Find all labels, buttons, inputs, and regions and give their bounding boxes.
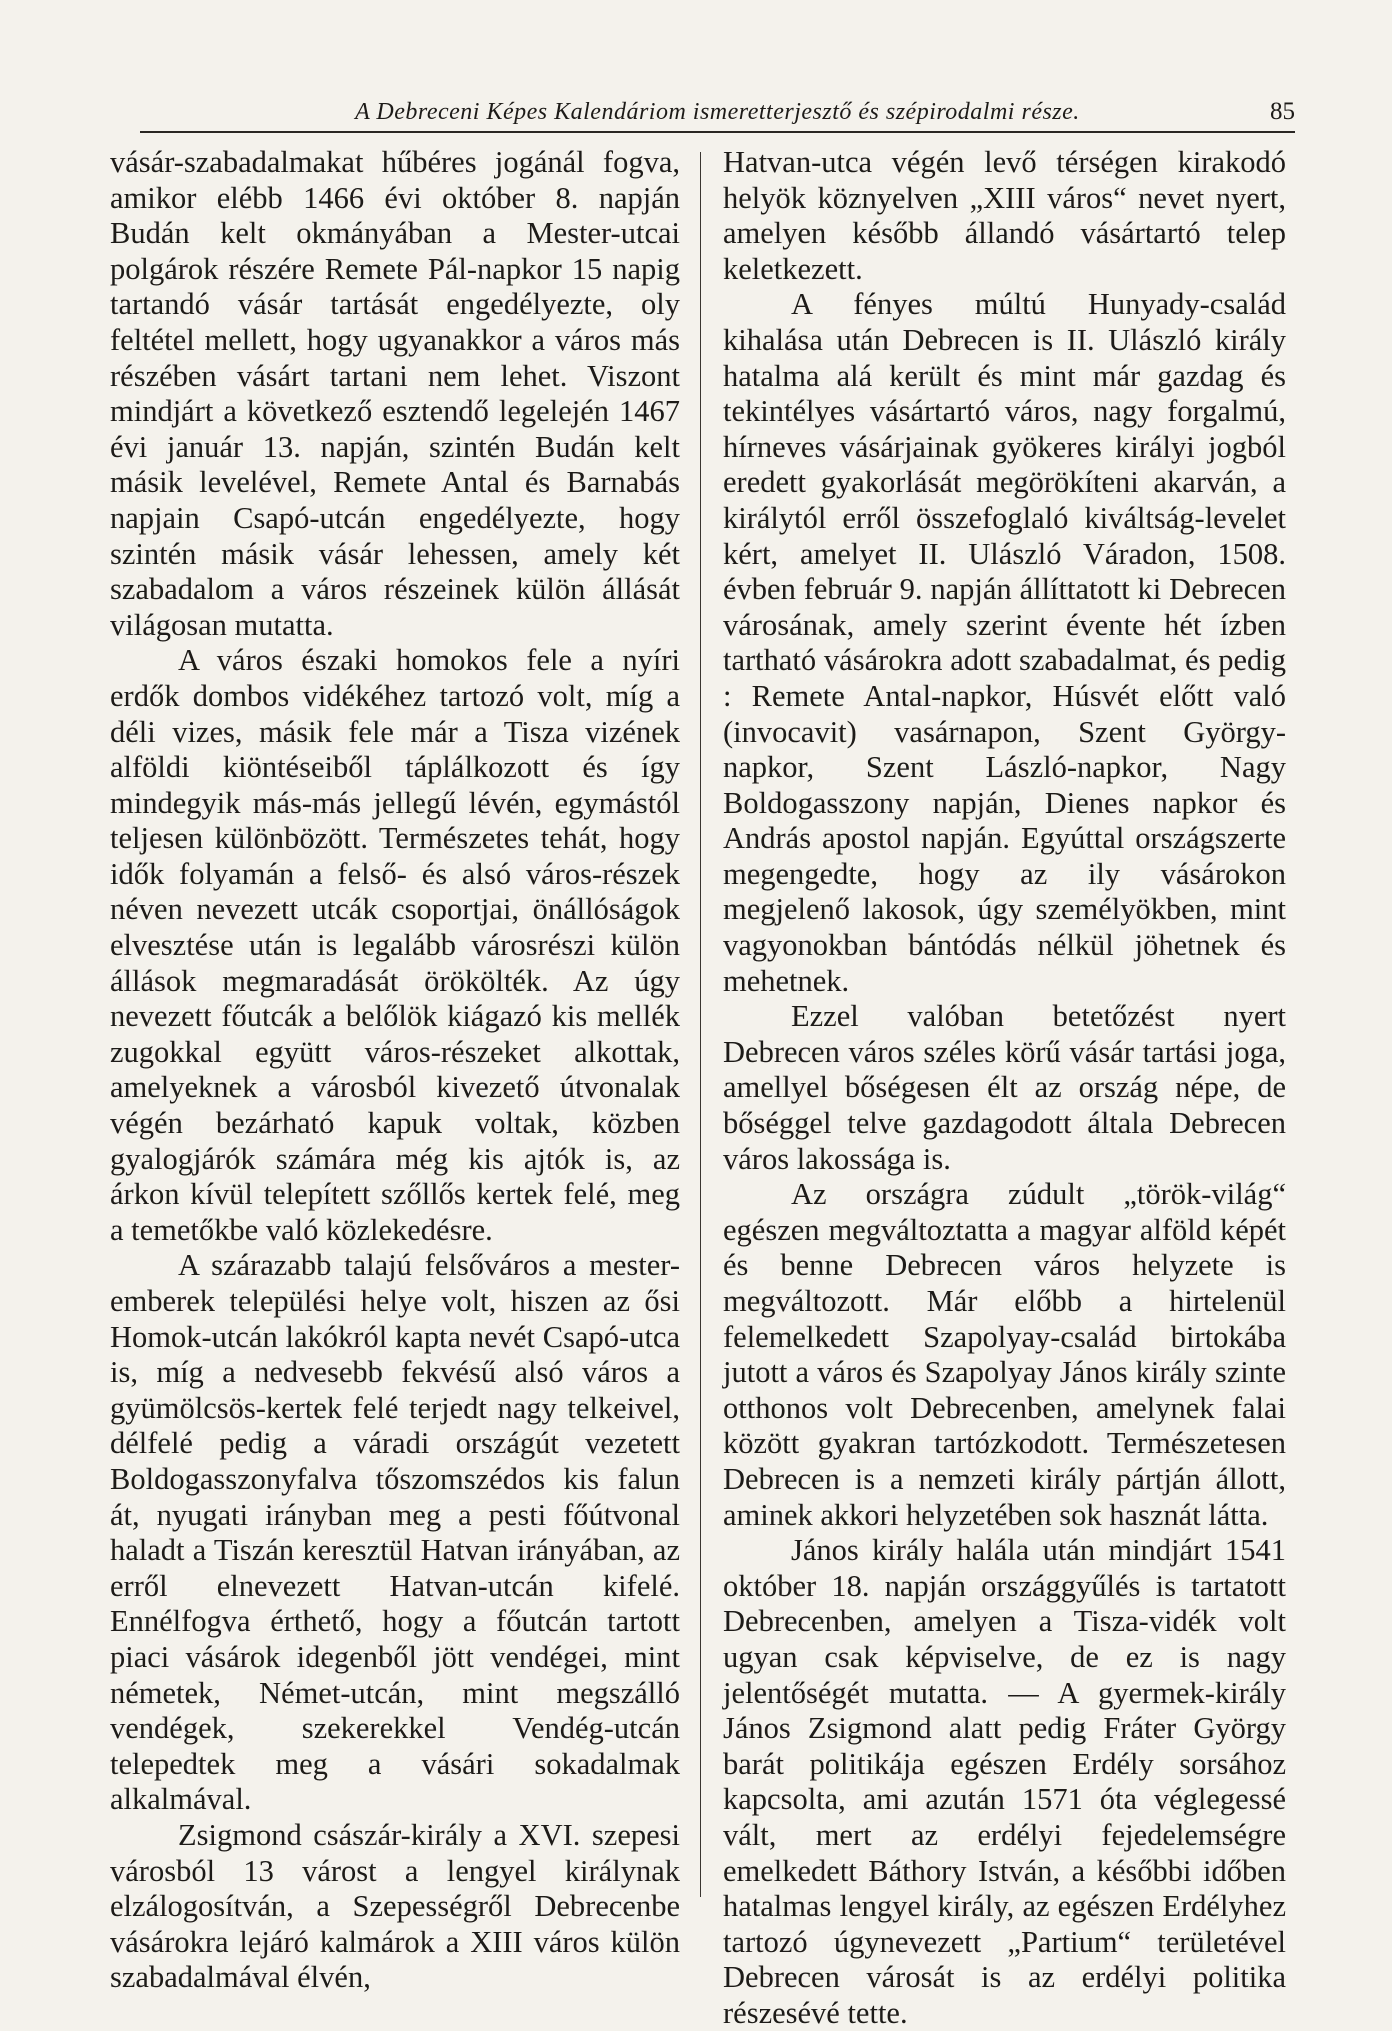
paragraph: Ezzel valóban betetőzést nyert Debrecen város széles körű vásár tartási joga, amellyel bőségesen élt az ország népe, de bőséggel telve gazdagodott általa Debrecen város lakossága is. <box>723 999 1286 1176</box>
column-divider <box>700 152 701 1897</box>
paragraph: Hatvan-utca végén levő térségen kirakodó helyök köznyelven „XIII város“ nevet nyert, amelyen később állandó vásártartó telep keletkezett. <box>723 145 1286 286</box>
header-rule <box>140 131 1295 133</box>
paragraph: A fényes múltú Hunyady-család kihalása után Debrecen is II. Ulászló király hatalma alá került és mint már gazdag és tekintélyes vásártartó város, nagy forgalmú, hírneves vásárjainak gyökeres királyi jogból eredett gyakorlását megörökíteni akarván, a királytól erről összefoglaló kiváltság-levelet kért, amelyet II. Ulászló Váradon, 1508. évben február 9. napján állíttatott ki Debrecen városának, amely szerint évente hét ízben tartható vásárokra adott szabadalmat, és pedig : Remete Antal-napkor, Húsvét előtt való (invocavit) vasárnapon, Szent György-napkor, Szent László-napkor, Nagy Boldogasszony napján, Dienes napkor és András apostol napján. Egyúttal országszerte megengedte, hogy az ily vásárokon megjelenő lakosok, úgy személyökben, mint vagyonokban bántódás nélkül jöhetnek és mehetnek. <box>723 287 1286 998</box>
paragraph: Zsigmond császár-király a XVI. szepesi városból 13 várost a lengyel királynak elzálogosítván, a Szepességről Debrecenbe vásárokra lejáró kalmárok a XIII város külön szabadalmával élvén, <box>110 1817 680 1995</box>
left-column <box>110 145 680 1996</box>
paragraph: János király halála után mindjárt 1541 október 18. napján országgyűlés is tartatott Debrecenben, amelyen a Tisza-vidék volt ugyan csak képviselve, de ez is nagy jelentőségét mutatta. — A gyermek-király János Zsigmond alatt pedig Fráter György barát politikája egészen Erdély sorsához kapcsolta, ami azután 1571 óta véglegessé vált, mert az erdélyi fejedelemségre emelkedett Báthory István, a későbbi időben hatalmas lengyel király, az egészen Erdélyhez tartozó úgynevezett „Partium“ területével Debrecen városát is az erdélyi politika részesévé tette. <box>723 1533 1286 2030</box>
paragraph: A szárazabb talajú felsőváros a mester-emberek települési helye volt, hiszen az ősi Homok-utcán lakókról kapta nevét Csapó-utca is, míg a nedvesebb fekvésű alsó város a gyümölcsös-kertek felé terjedt nagy telkeivel, délfelé pedig a váradi országút vezetett Boldogasszonyfalva tőszomszédos kis falun át, nyugati irányban meg a pesti főútvonal haladt a Tiszán keresztül Hatvan irányában, az erről elnevezett Hatvan-utcán kifelé. Ennélfogva érthető, hogy a főutcán tartott piaci vásárok idegenből jött vendégei, mint németek, Német-utcán, mint megszálló vendégek, szekerekkel Vendég-utcán telepedtek meg a vásári sokadalmak alkalmával. <box>110 1248 680 1817</box>
paragraph: Az országra zúdult „török-világ“ egészen megváltoztatta a magyar alföld képét és benne Debrecen város helyzete is megváltozott. Már előbb a hirtelenül felemelkedett Szapolyay-család birtokába jutott a város és Szapolyay János király szinte otthonos volt Debrecenben, amelynek falai között gyakran tartózkodott. Természetesen Debrecen is a nemzeti király pártján állott, aminek akkori helyzetében sok hasznát látta. <box>723 1177 1286 1532</box>
page-number: 85 <box>1270 98 1295 125</box>
running-head: A Debreceni Képes Kalendáriom ismeretterjesztő és szépirodalmi része. <box>355 99 1080 125</box>
right-column <box>723 145 1286 2031</box>
paragraph: vásár-szabadalmakat hűbéres jogánál fogva, amikor elébb 1466 évi október 8. napján Budán kelt okmányában a Mester-utcai polgárok részére Remete Pál-napkor 15 napig tartandó vásár tartását engedélyezte, oly feltétel mellett, hogy ugyanakkor a város más részében vásárt tartani nem lehet. Viszont mindjárt a következő esztendő legelején 1467 évi január 13. napján, szintén Budán kelt másik levelével, Remete Antal és Barnabás napjain Csapó-utcán engedélyezte, hogy szintén másik vásár lehessen, amely két szabadalom a város részeinek külön állását világosan mutatta. <box>110 145 680 642</box>
paragraph: A város északi homokos fele a nyíri erdők dombos vidékéhez tartozó volt, míg a déli vizes, másik fele már a Tisza vizének alföldi kiöntéseiből táplálkozott és így mindegyik más-más jellegű lévén, egymástól teljesen különbözött. Természetes tehát, hogy idők folyamán a felső- és alsó város-részek néven nevezett utcák csoportjai, önállóságok elvesztése után is legalább városrészi külön állások megmaradását örökölték. Az úgy nevezett főutcák a belőlök kiágazó kis mellék zugokkal együtt város-részeket alkottak, amelyeknek a városból kivezető útvonalak végén bezárható kapuk voltak, közben gyalogjárók számára még kis ajtók is, az árkon kívül telepített szőllős kertek felé, meg a temetőkbe való közlekedésre. <box>110 643 680 1247</box>
